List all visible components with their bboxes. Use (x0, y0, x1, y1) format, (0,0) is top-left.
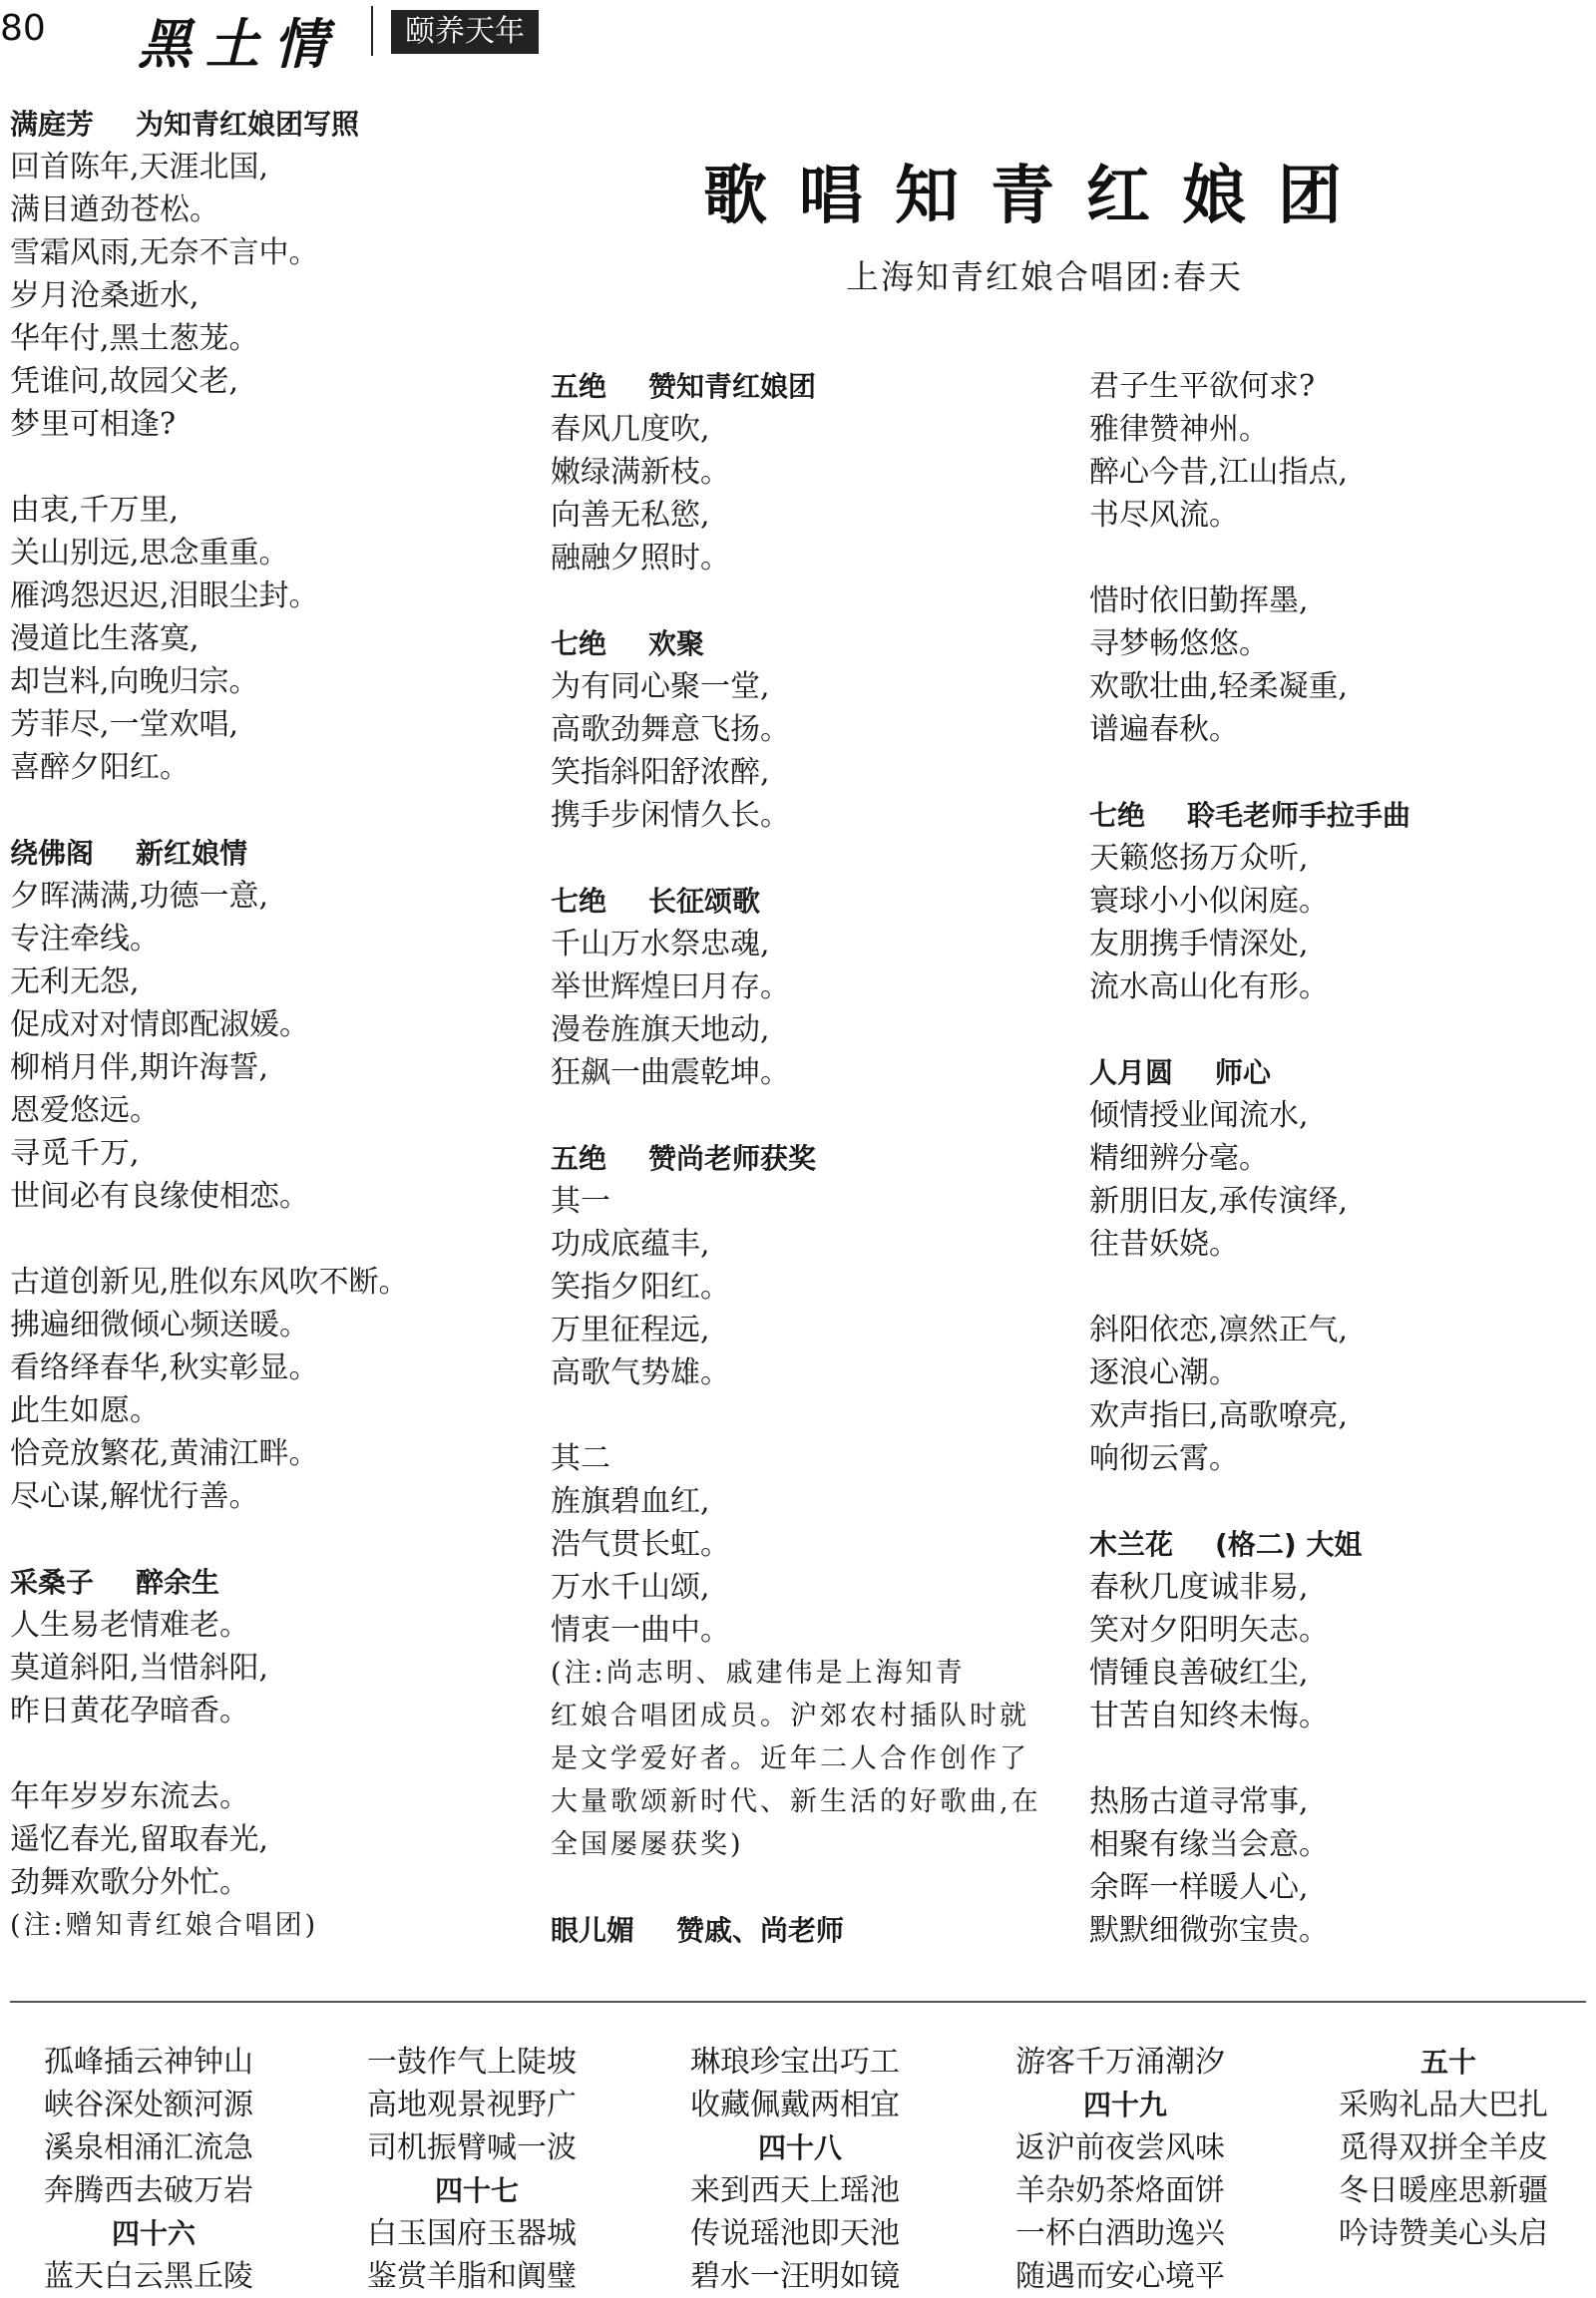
poem-title: 赞知青红娘团 (648, 370, 817, 403)
poem-line: 欢声指曰,高歌嘹亮, (1089, 1398, 1349, 1433)
poem-line: 天籁悠扬万众听, (1089, 841, 1309, 876)
stanza-gap (10, 446, 529, 489)
poem-line: 世间必有良缘使相恋。 (10, 1179, 309, 1214)
poem-line: 其二 (551, 1441, 610, 1476)
stanza-gap (10, 1732, 529, 1775)
bottom-verse-column-2 (367, 2041, 606, 2298)
poem-line: 情衷一曲中。 (551, 1613, 730, 1648)
poem-line: 鉴赏羊脂和阗璧 (367, 2259, 577, 2294)
poem-heading (551, 622, 1069, 665)
poem-column-3 (1089, 365, 1588, 1952)
poem-column-2 (551, 365, 1069, 1952)
poem-line: 由衷,千万里, (10, 493, 180, 528)
poem-title: 师心 (1215, 1056, 1272, 1089)
stanza-gap (551, 1866, 1069, 1909)
poem-line: 万水千山颂, (551, 1570, 710, 1605)
poem-line: 无利无怨, (10, 964, 140, 999)
poem-line: 书尽风流。 (1089, 498, 1239, 533)
stanza-gap (551, 1094, 1069, 1137)
poem-line: 琳琅珍宝出巧工 (690, 2045, 900, 2080)
poem-line: 回首陈年,天涯北国, (10, 150, 269, 185)
poem-form-name: 七绝 (551, 627, 607, 660)
poem-line: 促成对对情郎配淑媛。 (10, 1007, 309, 1042)
poem-form-name: 人月圆 (1089, 1056, 1174, 1089)
poem-line: 寻梦畅悠悠。 (1089, 626, 1269, 661)
poem-note: (注:赠知青红娘合唱团) (10, 1910, 319, 1941)
poem-line: 冬日暖座思新疆 (1339, 2173, 1548, 2208)
poem-form-name: 七绝 (551, 885, 607, 918)
poem-heading (10, 832, 529, 875)
poem-title: (格二) 大姐 (1215, 1528, 1363, 1561)
verse-number: 四十七 (434, 2174, 519, 2207)
poem-heading (1089, 1523, 1588, 1566)
poem-line: 雁鸿怨迟迟,泪眼尘封。 (10, 578, 319, 613)
poem-line: 满目遒劲苍松。 (10, 192, 219, 227)
bottom-verse-column-1 (44, 2041, 283, 2298)
poem-line: 雪霜风雨,无奈不言中。 (10, 235, 319, 270)
poem-line: 溪泉相涌汇流急 (44, 2130, 253, 2165)
poem-line: 采购礼品大巴扎 (1339, 2088, 1548, 2122)
poem-line: 随遇而安心境平 (1015, 2259, 1225, 2294)
poem-line: 倾情授业闻流水, (1089, 1098, 1309, 1133)
poem-line: 惜时依旧勤挥墨, (1089, 583, 1309, 618)
stanza-gap (551, 1394, 1069, 1437)
poem-line: 恰竞放繁花,黄浦江畔。 (10, 1436, 319, 1471)
poem-note: 红娘合唱团成员。沪郊农村插队时就 (551, 1701, 1029, 1731)
poem-line: 关山别远,思念重重。 (10, 536, 289, 571)
poem-line: 精细辨分毫。 (1089, 1141, 1269, 1176)
page-number: 80 (0, 8, 46, 49)
poem-line: 欢歌壮曲,轻柔凝重, (1089, 669, 1349, 704)
bottom-verse-column-4 (1015, 2041, 1255, 2298)
poem-heading (551, 1137, 1069, 1180)
poem-line: 春秋几度诚非易, (1089, 1570, 1309, 1605)
poem-line: 雅律赞神州。 (1089, 412, 1269, 447)
verse-number: 四十八 (757, 2131, 842, 2164)
poem-line: 此生如愿。 (10, 1393, 160, 1428)
poem-title: 欢聚 (648, 627, 705, 660)
poem-line: 华年付,黑土葱茏。 (10, 321, 259, 356)
poem-form-name: 木兰花 (1089, 1528, 1174, 1561)
poem-form-name: 五绝 (551, 1142, 607, 1175)
poem-title: 为知青红娘团写照 (136, 108, 360, 141)
poem-form-name: 五绝 (551, 370, 607, 403)
stanza-gap (1089, 537, 1588, 579)
poem-note: 大量歌颂新时代、新生活的好歌曲,在 (551, 1786, 1041, 1817)
poem-line: 喜醉夕阳红。 (10, 750, 190, 785)
poem-line: 斜阳依恋,凛然正气, (1089, 1313, 1349, 1347)
poem-line: 携手步闲情久长。 (551, 798, 790, 833)
poem-line: 奔腾西去破万岩 (44, 2173, 253, 2208)
poem-line: 春风几度吹, (551, 412, 710, 447)
poem-line: 万里征程远, (551, 1313, 710, 1347)
stanza-gap (10, 1218, 529, 1261)
poem-line: 传说瑶池即天池 (690, 2216, 900, 2251)
poem-line: 笑指夕阳红。 (551, 1270, 730, 1305)
poem-title: 赞戚、尚老师 (676, 1914, 845, 1947)
bottom-divider (10, 2001, 1586, 2003)
poem-line: 遥忆春光,留取春光, (10, 1822, 269, 1857)
poem-note: 全国屡屡获奖) (551, 1829, 744, 1860)
poem-line: 夕晖满满,功德一意, (10, 879, 269, 914)
poem-line: 响彻云霄。 (1089, 1441, 1239, 1476)
poem-line: 羊杂奶茶烙面饼 (1015, 2173, 1225, 2208)
poem-line: 来到西天上瑶池 (690, 2173, 900, 2208)
poem-line: 游客千万涌潮汐 (1015, 2045, 1225, 2080)
section-tag: 颐养天年 (391, 10, 539, 54)
poem-line: 拂遍细微倾心频送暖。 (10, 1308, 309, 1342)
poem-note: (注:尚志明、戚建伟是上海知青 (551, 1658, 966, 1689)
poem-heading (551, 365, 1069, 408)
poem-line: 柳梢月伴,期许海誓, (10, 1050, 269, 1085)
poem-line: 恩爱悠远。 (10, 1093, 160, 1128)
poem-line: 醉心今昔,江山指点, (1089, 455, 1349, 490)
poem-line: 甘苦自知终未悔。 (1089, 1699, 1329, 1733)
stanza-gap (1089, 1480, 1588, 1523)
poem-heading (10, 1561, 529, 1604)
poem-line: 浩气贯长虹。 (551, 1527, 730, 1562)
poem-line: 狂飙一曲震乾坤。 (551, 1055, 790, 1090)
poem-line: 高歌劲舞意飞扬。 (551, 712, 790, 747)
poem-line: 吟诗赞美心头启 (1339, 2216, 1548, 2251)
poem-line: 返沪前夜尝风味 (1015, 2130, 1225, 2165)
poem-title: 醉余生 (136, 1566, 220, 1599)
poem-line: 嫩绿满新枝。 (551, 455, 730, 490)
poem-line: 却岂料,向晚归宗。 (10, 664, 259, 699)
poem-line: 流水高山化有形。 (1089, 969, 1329, 1004)
poem-line: 谱遍春秋。 (1089, 712, 1239, 747)
poem-note: 是文学爱好者。近年二人合作创作了 (551, 1743, 1029, 1774)
stanza-gap (10, 1518, 529, 1561)
poem-heading (10, 103, 529, 146)
poem-title: 长征颂歌 (648, 885, 761, 918)
poem-line: 一鼓作气上陡坡 (367, 2045, 577, 2080)
article-title: 歌唱知青红娘团 (703, 159, 1374, 233)
poem-line: 新朋旧友,承传演绎, (1089, 1184, 1349, 1219)
poem-line: 尽心谋,解忧行善。 (10, 1479, 259, 1514)
poem-line: 漫道比生落寞, (10, 621, 200, 656)
poem-heading (1089, 794, 1588, 837)
poem-line: 莫道斜阳,当惜斜阳, (10, 1651, 269, 1686)
poem-line: 觅得双拼全羊皮 (1339, 2130, 1548, 2165)
poem-form-name: 满庭芳 (10, 108, 95, 141)
poem-form-name: 眼儿媚 (551, 1914, 635, 1947)
poem-heading (551, 880, 1069, 923)
stanza-gap (1089, 1737, 1588, 1780)
poem-line: 千山万水祭忠魂, (551, 927, 770, 961)
poem-form-name: 采桑子 (10, 1566, 95, 1599)
poem-line: 功成底蕴丰, (551, 1227, 710, 1262)
poem-line: 融融夕照时。 (551, 541, 730, 575)
poem-line: 岁月沧桑逝水, (10, 278, 200, 313)
bottom-verse-column-3 (690, 2041, 930, 2298)
poem-line: 逐浪心潮。 (1089, 1355, 1239, 1390)
stanza-gap (551, 579, 1069, 622)
poem-line: 孤峰插云神钟山 (44, 2045, 253, 2080)
stanza-gap (10, 789, 529, 832)
poem-line: 其一 (551, 1184, 610, 1219)
poem-line: 友朋携手情深处, (1089, 927, 1309, 961)
poem-line: 高歌气势雄。 (551, 1355, 730, 1390)
poem-line: 旌旗碧血红, (551, 1484, 710, 1519)
page-header (0, 0, 1596, 76)
bottom-verse-column-5 (1339, 2041, 1578, 2255)
poem-line: 人生易老情难老。 (10, 1608, 249, 1643)
poem-line: 相聚有缘当会意。 (1089, 1827, 1329, 1862)
poem-line: 余晖一样暖人心, (1089, 1870, 1309, 1905)
poem-line: 漫卷旌旗天地动, (551, 1012, 770, 1047)
verse-number: 四十六 (111, 2217, 196, 2250)
poem-line: 寰球小小似闲庭。 (1089, 884, 1329, 919)
poem-line: 默默细微弥宝贵。 (1089, 1913, 1329, 1948)
poem-line: 劲舞欢歌分外忙。 (10, 1865, 249, 1900)
poem-line: 专注牵线。 (10, 922, 160, 957)
article-byline: 上海知青红娘合唱团:春天 (846, 257, 1244, 296)
magazine-name: 黑土情 (138, 12, 341, 76)
poem-line: 年年岁岁东流去。 (10, 1779, 249, 1814)
poem-line: 梦里可相逢? (10, 407, 177, 442)
poem-line: 收藏佩戴两相宜 (690, 2088, 900, 2122)
poem-line: 举世辉煌曰月存。 (551, 969, 790, 1004)
poem-line: 笑对夕阳明矢志。 (1089, 1613, 1329, 1648)
poem-line: 司机振臂喊一波 (367, 2130, 577, 2165)
poem-line: 一杯白酒助逸兴 (1015, 2216, 1225, 2251)
stanza-gap (1089, 751, 1588, 794)
poem-line: 往昔妖娆。 (1089, 1227, 1239, 1262)
poem-heading (551, 1909, 1069, 1952)
verse-number: 五十 (1419, 2046, 1476, 2079)
poem-line: 为有同心聚一堂, (551, 669, 770, 704)
poem-title: 新红娘情 (136, 837, 248, 870)
poem-column-1 (10, 103, 529, 1947)
poem-title: 赞尚老师获奖 (648, 1142, 817, 1175)
poem-line: 看络绎春华,秋实彰显。 (10, 1350, 319, 1385)
poem-form-name: 绕佛阁 (10, 837, 95, 870)
poem-line: 笑指斜阳舒浓醉, (551, 755, 770, 790)
poem-line: 蓝天白云黑丘陵 (44, 2259, 253, 2294)
poem-line: 昨日黄花孕暗香。 (10, 1694, 249, 1728)
poem-line: 古道创新见,胜似东风吹不断。 (10, 1265, 409, 1300)
poem-line: 热肠古道寻常事, (1089, 1784, 1309, 1819)
verse-number: 四十九 (1082, 2089, 1167, 2121)
poem-line: 碧水一汪明如镜 (690, 2259, 900, 2294)
stanza-gap (1089, 1008, 1588, 1051)
stanza-gap (1089, 1266, 1588, 1309)
poem-line: 君子生平欲何求? (1089, 369, 1316, 404)
stanza-gap (551, 837, 1069, 880)
poem-form-name: 七绝 (1089, 799, 1146, 832)
poem-line: 峡谷深处额河源 (44, 2088, 253, 2122)
poem-heading (1089, 1051, 1588, 1094)
poem-title: 聆毛老师手拉手曲 (1187, 799, 1411, 832)
header-divider (371, 6, 373, 56)
poem-line: 白玉国府玉器城 (367, 2216, 577, 2251)
poem-line: 情锺良善破红尘, (1089, 1656, 1309, 1691)
poem-line: 向善无私慾, (551, 498, 710, 533)
poem-line: 芳菲尽,一堂欢唱, (10, 707, 239, 742)
poem-line: 凭谁问,故园父老, (10, 364, 239, 399)
poem-line: 寻觅千万, (10, 1136, 140, 1171)
poem-line: 高地观景视野广 (367, 2088, 577, 2122)
